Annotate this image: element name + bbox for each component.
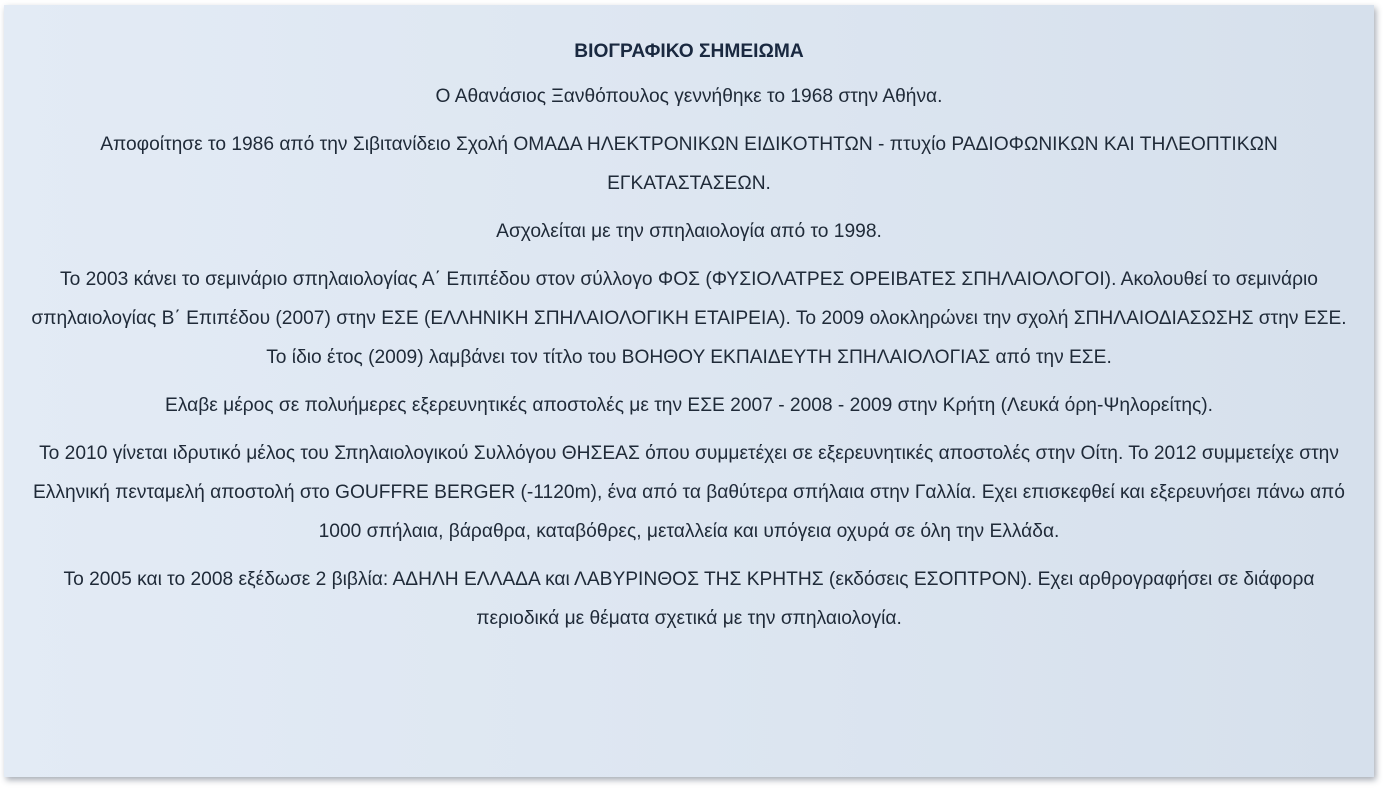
paragraph-education: Αποφοίτησε το 1986 από την Σιβιτανίδειο Σχολή ΟΜΑΔΑ ΗΛΕΚΤΡΟΝΙΚΩΝ ΕΙΔΙΚΟΤΗΤΩΝ - πτυχίο ΡΑΔΙΟΦΩΝΙΚΩΝ ΚΑΙ ΤΗΛΕΟΠΤΙΚΩΝ ΕΓΚΑΤΑΣΤΑΣΕΩΝ.	[100, 134, 1278, 194]
biography-panel	[4, 5, 1374, 777]
paragraph-publications: Το 2005 και το 2008 εξέδωσε 2 βιβλία: ΑΔΗΛΗ ΕΛΛΑΔΑ και ΛΑΒΥΡΙΝΘΟΣ ΤΗΣ ΚΡΗΤΗΣ (εκδόσεις ΕΣΟΠΤΡΟΝ). Εχει αρθρογραφήσει σε διάφορα περιοδικά με θέματα σχετικά με την σπηλαιολογία.	[63, 569, 1315, 629]
paragraph-expeditions: Ελαβε μέρος σε πολυήμερες εξερευνητικές αποστολές με την ΕΣΕ 2007 - 2008 - 2009 στην Κρήτη (Λευκά όρη-Ψηλορείτης).	[165, 395, 1213, 416]
paragraph-speleology-start: Ασχολείται με την σπηλαιολογία από το 1998.	[496, 221, 882, 242]
paragraph-birth: Ο Αθανάσιος Ξανθόπουλος γεννήθηκε το 1968 στην Αθήνα.	[435, 86, 943, 107]
document-title: ΒΙΟΓΡΑΦΙΚΟ ΣΗΜΕΙΩΜΑ	[574, 41, 804, 62]
paragraph-club-membership: Το 2010 γίνεται ιδρυτικό μέλος του Σπηλαιολογικού Συλλόγου ΘΗΣΕΑΣ όπου συμμετέχει σε εξερευνητικές αποστολές στην Οίτη. Το 2012 συμμετείχε στην Ελληνική πενταμελή αποστολή στο GOUFFRE BERGER (-1120m), ένα από τα βαθύτερα σπήλαια στην Γαλλία. Εχει επισκεφθεί και εξερευνήσει πάνω από 1000 σπήλαια, βάραθρα, καταβόθρες, μεταλλεία και υπόγεια οχυρά σε όλη την Ελλάδα.	[33, 443, 1345, 542]
paragraph-training: Το 2003 κάνει το σεμινάριο σπηλαιολογίας Α΄ Επιπέδου στον σύλλογο ΦΟΣ (ΦΥΣΙΟΛΑΤΡΕΣ ΟΡΕΙΒΑΤΕΣ ΣΠΗΛΑΙΟΛΟΓΟΙ). Ακολουθεί το σεμινάριο σπηλαιολογίας Β΄ Επιπέδου (2007) στην ΕΣΕ (ΕΛΛΗΝΙΚΗ ΣΠΗΛΑΙΟΛΟΓΙΚΗ ΕΤΑΙΡΕΙΑ). Το 2009 ολοκληρώνει την σχολή ΣΠΗΛΑΙΟΔΙΑΣΩΣΗΣ στην ΕΣΕ. Το ίδιο έτος (2009) λαμβάνει τον τίτλο του ΒΟΗΘΟΥ ΕΚΠΑΙΔΕΥΤΗ ΣΠΗΛΑΙΟΛΟΓΙΑΣ από την ΕΣΕ.	[31, 269, 1347, 368]
